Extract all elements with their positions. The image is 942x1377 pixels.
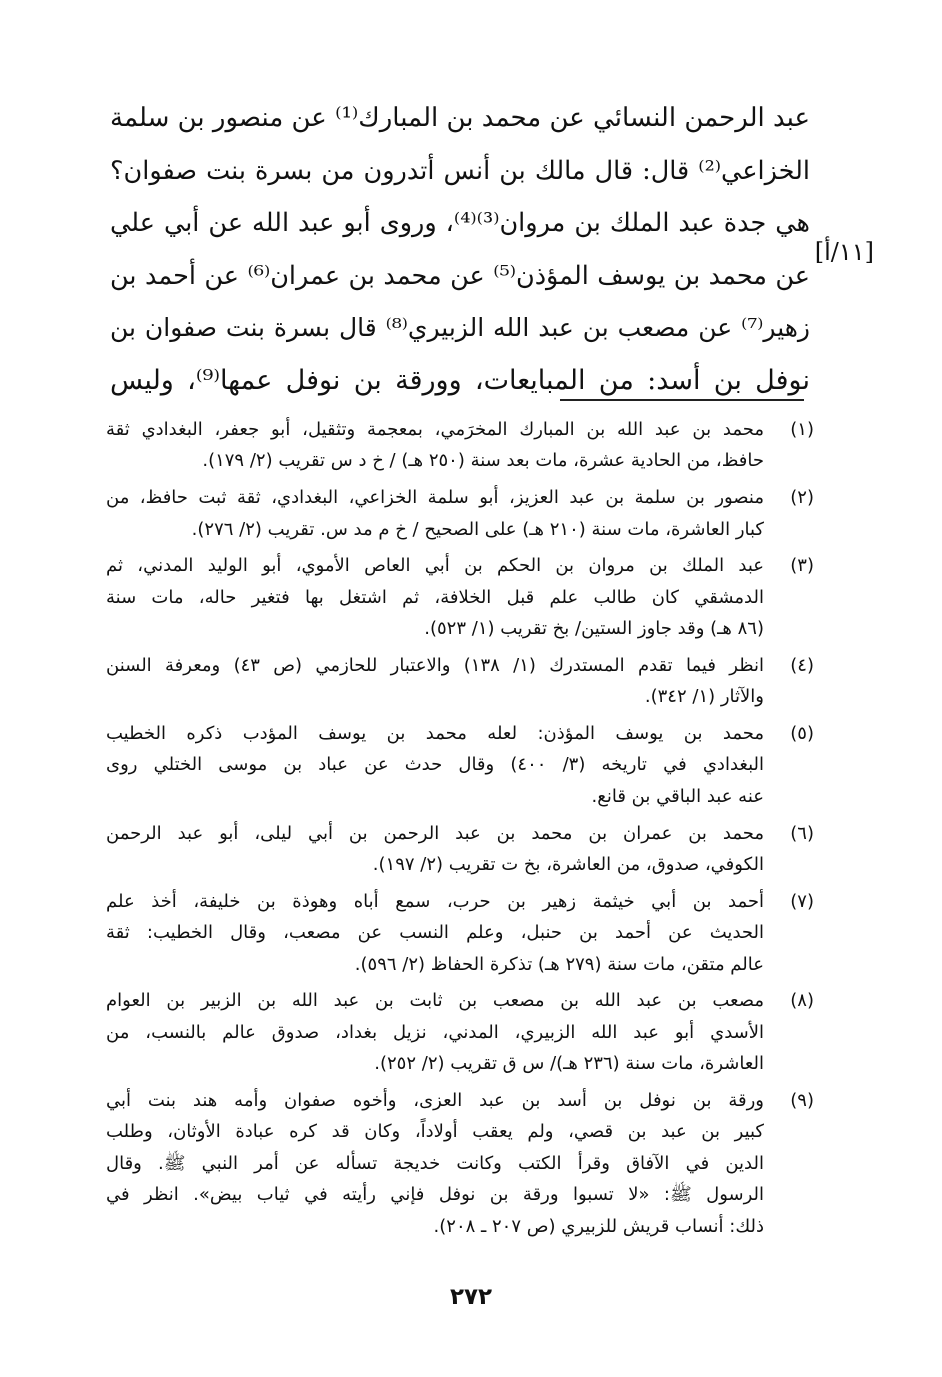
footnote-number: (٣) [790, 555, 814, 577]
footnote-line: محمد بن عبد الله بن المبارك المخرَمي، بمعجمة وتثقيل، أبو جعفر، البغدادي ثقة [106, 419, 764, 440]
footnote-number: (٦) [790, 822, 814, 844]
footnote-5 [106, 718, 814, 812]
manuscript-folio-reference: [١١/أ] [814, 238, 874, 266]
footnote-number: (٧) [790, 890, 814, 912]
footnote-7 [106, 886, 814, 980]
main-text-line: الخزاعي⁽²⁾ قال: قال مالك بن أنس أتدرون من بسرة بنت صفوان؟ [110, 155, 810, 186]
footnote-3 [106, 550, 814, 644]
footnote-number: (٥) [790, 723, 814, 745]
footnote-line: أحمد بن أبي خيثمة زهير بن حرب، سمع أباه وهوذة بن خليفة، أخذ علم [106, 890, 764, 912]
footnote-6 [106, 818, 814, 881]
main-text-line: عبد الرحمن النسائي عن محمد بن المبارك⁽¹⁾ عن منصور بن سلمة [110, 103, 810, 133]
footnote-line: مصعب بن عبد الله بن مصعب بن ثابت بن عبد الله بن الزبير بن العوام [106, 990, 764, 1012]
footnote-line: الدمشقي كان طالب علم قبل الخلافة، ثم اشتغل بها فتغير حاله، مات سنة [106, 586, 764, 608]
footnote-9 [106, 1085, 814, 1242]
footnote-line: الكوفي، صدوق، من العاشرة، بخ ت تقريب (٢/ ١٩٧). [372, 854, 764, 876]
page-number: ٢٧٢ [449, 1284, 493, 1310]
main-text-line: هي جدة عبد الملك بن مروان⁽³⁾⁽⁴⁾، وروى أبو عبد الله عن أبي علي [110, 208, 810, 238]
footnote-line: انظر فيما تقدم المستدرك (١/ ١٣٨) والاعتبار للحازمي (ص ٤٣) ومعرفة السنن [106, 654, 764, 676]
footnote-line: (٨٦ هـ) وقد جاوز الستين/ بخ تقريب (١/ ٥٢٣). [424, 618, 764, 640]
footnote-line: منصور بن سلمة بن عبد العزيز، أبو سلمة الخزاعي، البغدادي، ثقة ثبت حافظ، من [106, 487, 764, 509]
main-text-line: عن محمد بن يوسف المؤذن⁽⁵⁾ عن محمد بن عمران⁽⁶⁾ عن أحمد بن [110, 260, 811, 291]
footnote-line: الأسدي أبو عبد الله الزبيري، المدني، نزيل بغداد، صدوق عالم بالنسب، من [106, 1021, 764, 1043]
footnote-number: (٨) [790, 990, 814, 1012]
footnote-separator [560, 399, 804, 401]
footnote-line: عبد الملك بن مروان بن الحكم بن أبي العاص الأموي، أبو الوليد المدني، ثم [106, 555, 764, 577]
main-text-line: زهير⁽⁷⁾ عن مصعب بن عبد الله الزبيري⁽⁸⁾ قال بسرة بنت صفوان بن [110, 313, 810, 342]
footnote-number: (٩) [790, 1089, 814, 1111]
footnote-1 [106, 414, 814, 477]
footnote-line: والآثار (١/ ٣٤٢). [644, 686, 764, 708]
footnote-line: الرسول ﷺ: «لا تسبوا ورقة بن نوفل فإني رأيته في ثياب بيض». انظر في [106, 1184, 764, 1206]
footnote-line: عالم متقن، مات سنة (٢٧٩ هـ) تذكرة الحفاظ (٢/ ٥٩٦). [354, 953, 764, 975]
footnote-line: كبار العاشرة، مات سنة (٢١٠ هـ) على الصحيح / خ م مد س. تقريب (٢/ ٢٧٦). [191, 518, 764, 540]
main-text-line: نوفل بن أسد: من المبايعات، وورقة بن نوفل عمها⁽⁹⁾، وليس [110, 364, 810, 396]
footnote-line: البغدادي في تاريخه (٣/ ٤٠٠) وقال حدث عن عباد بن موسى الختلي روى [106, 754, 765, 776]
main-text-block [110, 92, 810, 407]
footnote-number: (١) [790, 419, 814, 440]
footnote-line: كبير بن عبد بن قصي، ولم يعقب أولاداً، وكان قد كره عبادة الأوثان، وطلب [106, 1121, 764, 1143]
footnote-line: الحديث عن أحمد بن حنبل، وعلم النسب عن مصعب، وقال الخطيب: ثقة [106, 922, 764, 944]
footnote-2 [106, 482, 814, 545]
footnote-line: ذلك: أنساب قريش للزبيري (ص ٢٠٧ ـ ٢٠٨). [433, 1215, 764, 1237]
footnote-line: عنه عبد الباقي بن قانع. [591, 785, 764, 807]
footnote-line: محمد بن عمران بن محمد بن عبد الرحمن بن أبي ليلى، أبو عبد الرحمن [106, 822, 764, 844]
footnote-line: العاشرة، مات سنة (٢٣٦ هـ)/ س ق تقريب (٢/ ٢٥٢). [374, 1053, 764, 1075]
footnotes-section [106, 414, 814, 1247]
footnote-4 [106, 650, 814, 713]
footnote-number: (٢) [790, 487, 814, 509]
footnote-line: الدين في الآفاق وقرأ الكتب وكانت خديجة تسأله عن أمر النبي ﷺ. وقال [106, 1152, 764, 1174]
footnote-line: محمد بن يوسف المؤذن: لعله محمد بن يوسف المؤدب ذكره الخطيب [106, 723, 764, 745]
footnote-8 [106, 985, 814, 1079]
footnote-number: (٤) [790, 654, 814, 676]
footnote-line: حافظ، من الحادية عشرة، مات بعد سنة (٢٥٠ هـ) / خ د س تقريب (٢/ ١٧٩). [202, 450, 764, 472]
footnote-line: ورقة بن نوفل بن أسد بن عبد العزى، وأخوه صفوان وأمه هند بنت أبي [106, 1089, 764, 1111]
